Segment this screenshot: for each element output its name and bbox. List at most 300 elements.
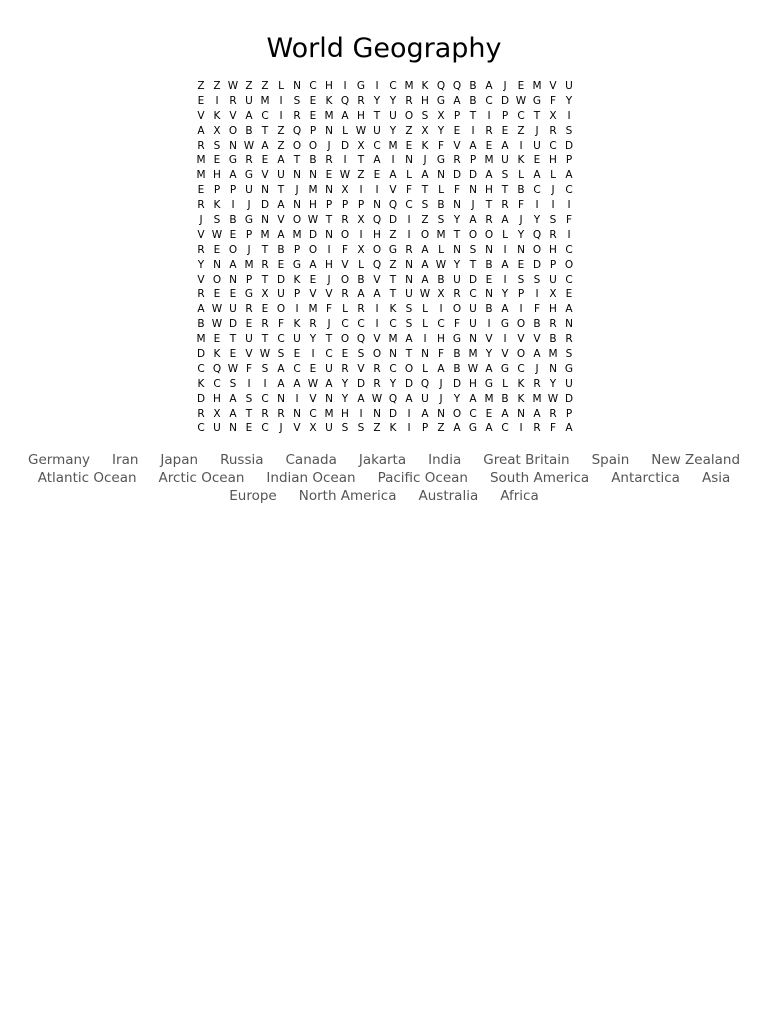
grid-letter[interactable]: O [340, 228, 350, 241]
grid-letter[interactable]: I [487, 109, 491, 122]
grid-letter[interactable]: L [502, 377, 508, 390]
grid-letter[interactable]: C [277, 333, 285, 346]
grid-letter[interactable]: Q [420, 377, 430, 390]
grid-letter[interactable]: V [341, 258, 349, 271]
grid-letter[interactable]: I [567, 109, 571, 122]
grid-letter[interactable]: I [519, 422, 523, 435]
grid-letter[interactable]: A [309, 258, 317, 271]
grid-letter[interactable]: X [549, 109, 557, 122]
grid-letter[interactable]: E [533, 154, 541, 167]
grid-letter[interactable]: I [551, 199, 555, 212]
grid-letter[interactable]: X [357, 214, 365, 227]
grid-letter[interactable]: I [343, 154, 347, 167]
grid-letter[interactable]: C [517, 362, 525, 375]
grid-letter[interactable]: I [503, 243, 507, 256]
grid-letter[interactable]: T [405, 348, 413, 361]
grid-letter[interactable]: V [373, 273, 381, 286]
grid-letter[interactable]: Q [452, 80, 462, 92]
grid-letter[interactable]: C [309, 80, 317, 92]
grid-letter[interactable]: Q [388, 199, 398, 212]
grid-letter[interactable]: R [533, 422, 541, 435]
grid-letter[interactable]: U [213, 422, 221, 435]
grid-letter[interactable]: A [421, 407, 429, 420]
grid-letter[interactable]: H [373, 228, 381, 241]
grid-letter[interactable]: M [532, 80, 542, 92]
grid-letter[interactable]: V [261, 169, 269, 182]
grid-letter[interactable]: I [247, 377, 251, 390]
grid-letter[interactable]: C [565, 273, 573, 286]
grid-letter[interactable]: N [229, 273, 237, 286]
grid-letter[interactable]: D [260, 199, 270, 212]
grid-letter[interactable]: U [469, 303, 477, 316]
grid-letter[interactable]: M [324, 407, 334, 420]
grid-letter[interactable]: K [213, 348, 221, 361]
grid-letter[interactable]: V [501, 348, 509, 361]
grid-letter[interactable]: N [437, 407, 445, 420]
grid-letter[interactable]: R [453, 288, 461, 301]
grid-letter[interactable]: A [277, 199, 285, 212]
grid-letter[interactable]: A [373, 154, 381, 167]
grid-letter[interactable]: R [373, 362, 381, 375]
grid-letter[interactable]: E [405, 139, 413, 152]
grid-letter[interactable]: E [213, 154, 221, 167]
grid-letter[interactable]: W [243, 139, 255, 152]
grid-letter[interactable]: N [229, 422, 237, 435]
grid-letter[interactable]: Z [517, 124, 525, 137]
grid-letter[interactable]: Z [245, 80, 253, 92]
grid-letter[interactable]: E [261, 303, 269, 316]
grid-letter[interactable]: O [452, 303, 462, 316]
grid-letter[interactable]: Q [372, 258, 382, 271]
grid-letter[interactable]: U [565, 80, 573, 92]
grid-letter[interactable]: B [469, 94, 477, 107]
grid-letter[interactable]: S [213, 139, 221, 152]
grid-letter[interactable]: T [261, 333, 269, 346]
grid-letter[interactable]: K [213, 109, 221, 122]
grid-letter[interactable]: G [356, 80, 366, 92]
grid-letter[interactable]: B [437, 199, 445, 212]
grid-letter[interactable]: O [420, 228, 430, 241]
grid-letter[interactable]: I [519, 139, 523, 152]
grid-letter[interactable]: N [293, 169, 301, 182]
grid-letter[interactable]: R [293, 109, 301, 122]
grid-letter[interactable]: O [468, 228, 478, 241]
grid-letter[interactable]: B [501, 392, 509, 405]
grid-letter[interactable]: V [309, 288, 317, 301]
grid-letter[interactable]: V [517, 333, 525, 346]
grid-letter[interactable]: B [517, 184, 525, 197]
grid-letter[interactable]: E [309, 109, 317, 122]
grid-letter[interactable]: M [260, 94, 270, 107]
grid-letter[interactable]: T [373, 109, 381, 122]
grid-letter[interactable]: Y [309, 333, 317, 346]
grid-letter[interactable]: W [307, 214, 319, 227]
grid-letter[interactable]: T [421, 184, 429, 197]
grid-letter[interactable]: N [373, 199, 381, 212]
grid-letter[interactable]: Z [437, 422, 445, 435]
grid-letter[interactable]: A [533, 169, 541, 182]
grid-letter[interactable]: D [388, 214, 398, 227]
grid-letter[interactable]: A [261, 139, 269, 152]
grid-letter[interactable]: Z [421, 214, 429, 227]
grid-letter[interactable]: B [469, 80, 477, 92]
grid-letter[interactable]: R [405, 94, 413, 107]
grid-letter[interactable]: I [423, 333, 427, 346]
grid-letter[interactable]: S [469, 243, 477, 256]
grid-letter[interactable]: N [293, 407, 301, 420]
grid-letter[interactable]: A [229, 258, 237, 271]
grid-letter[interactable]: W [547, 392, 559, 405]
grid-letter[interactable]: N [469, 333, 477, 346]
grid-letter[interactable]: T [261, 124, 269, 137]
grid-letter[interactable]: R [197, 288, 205, 301]
grid-letter[interactable]: T [533, 109, 541, 122]
grid-letter[interactable]: D [564, 392, 574, 405]
grid-letter[interactable]: T [389, 288, 397, 301]
grid-letter[interactable]: I [343, 80, 347, 92]
grid-letter[interactable]: F [405, 184, 413, 197]
grid-letter[interactable]: S [421, 109, 429, 122]
grid-letter[interactable]: T [469, 109, 477, 122]
grid-letter[interactable]: F [453, 184, 461, 197]
grid-letter[interactable]: R [229, 94, 237, 107]
grid-letter[interactable]: S [421, 199, 429, 212]
grid-letter[interactable]: C [517, 109, 525, 122]
grid-letter[interactable]: U [277, 288, 285, 301]
grid-letter[interactable]: J [519, 214, 523, 227]
grid-letter[interactable]: V [357, 362, 365, 375]
grid-letter[interactable]: V [533, 333, 541, 346]
grid-letter[interactable]: C [293, 362, 301, 375]
grid-letter[interactable]: C [213, 377, 221, 390]
grid-letter[interactable]: Z [373, 422, 381, 435]
grid-letter[interactable]: T [325, 214, 333, 227]
grid-letter[interactable]: G [500, 318, 510, 331]
grid-letter[interactable]: J [551, 184, 555, 197]
grid-letter[interactable]: A [389, 169, 397, 182]
grid-letter[interactable]: N [325, 184, 333, 197]
grid-letter[interactable]: V [389, 184, 397, 197]
grid-letter[interactable]: I [407, 407, 411, 420]
grid-letter[interactable]: O [516, 348, 526, 361]
grid-letter[interactable]: N [309, 169, 317, 182]
grid-letter[interactable]: U [277, 169, 285, 182]
grid-letter[interactable]: D [468, 169, 478, 182]
grid-letter[interactable]: M [196, 333, 206, 346]
grid-letter[interactable]: T [229, 333, 237, 346]
grid-letter[interactable]: V [245, 348, 253, 361]
grid-letter[interactable]: A [229, 407, 237, 420]
grid-letter[interactable]: R [501, 199, 509, 212]
grid-letter[interactable]: T [357, 154, 365, 167]
grid-letter[interactable]: E [517, 80, 525, 92]
grid-letter[interactable]: N [277, 392, 285, 405]
grid-letter[interactable]: N [437, 169, 445, 182]
grid-letter[interactable]: I [471, 124, 475, 137]
grid-letter[interactable]: I [535, 199, 539, 212]
grid-letter[interactable]: I [567, 199, 571, 212]
grid-letter[interactable]: Z [277, 139, 285, 152]
grid-letter[interactable]: D [356, 377, 366, 390]
grid-letter[interactable]: P [565, 154, 573, 167]
grid-letter[interactable]: D [500, 94, 510, 107]
grid-letter[interactable]: S [565, 348, 573, 361]
grid-letter[interactable]: M [308, 303, 318, 316]
grid-letter[interactable]: R [549, 228, 557, 241]
grid-letter[interactable]: M [484, 392, 494, 405]
grid-letter[interactable]: E [261, 154, 269, 167]
grid-letter[interactable]: C [261, 422, 269, 435]
grid-letter[interactable]: T [469, 258, 477, 271]
grid-letter[interactable]: W [339, 169, 351, 182]
grid-letter[interactable]: X [309, 422, 317, 435]
grid-letter[interactable]: D [196, 392, 206, 405]
grid-letter[interactable]: R [405, 243, 413, 256]
grid-letter[interactable]: N [453, 243, 461, 256]
grid-letter[interactable]: U [325, 362, 333, 375]
grid-letter[interactable]: L [406, 169, 412, 182]
grid-letter[interactable]: I [279, 109, 283, 122]
grid-letter[interactable]: N [517, 243, 525, 256]
grid-letter[interactable]: W [227, 80, 239, 92]
grid-letter[interactable]: T [245, 407, 253, 420]
grid-letter[interactable]: J [327, 318, 331, 331]
grid-letter[interactable]: T [293, 154, 301, 167]
grid-letter[interactable]: F [245, 362, 253, 375]
grid-letter[interactable]: C [357, 318, 365, 331]
grid-letter[interactable]: X [549, 288, 557, 301]
grid-letter[interactable]: B [197, 318, 205, 331]
grid-letter[interactable]: F [549, 422, 557, 435]
grid-letter[interactable]: L [422, 303, 428, 316]
grid-letter[interactable]: W [515, 94, 527, 107]
grid-letter[interactable]: O [340, 273, 350, 286]
grid-letter[interactable]: Y [341, 392, 349, 405]
grid-letter[interactable]: S [357, 422, 365, 435]
grid-letter[interactable]: V [197, 273, 205, 286]
grid-letter[interactable]: E [213, 243, 221, 256]
grid-letter[interactable]: J [439, 392, 443, 405]
grid-letter[interactable]: O [452, 407, 462, 420]
grid-letter[interactable]: E [277, 258, 285, 271]
grid-letter[interactable]: M [292, 228, 302, 241]
grid-letter[interactable]: B [485, 258, 493, 271]
grid-letter[interactable]: D [452, 169, 462, 182]
grid-letter[interactable]: N [565, 318, 573, 331]
grid-letter[interactable]: L [342, 124, 348, 137]
grid-letter[interactable]: Y [533, 214, 541, 227]
grid-letter[interactable]: B [533, 318, 541, 331]
grid-letter[interactable]: R [341, 362, 349, 375]
grid-letter[interactable]: P [293, 288, 301, 301]
grid-letter[interactable]: J [535, 362, 539, 375]
grid-letter[interactable]: I [503, 273, 507, 286]
grid-letter[interactable]: A [197, 124, 205, 137]
grid-letter[interactable]: A [421, 258, 429, 271]
grid-letter[interactable]: O [484, 228, 494, 241]
grid-letter[interactable]: Z [261, 80, 269, 92]
grid-letter[interactable]: S [565, 124, 573, 137]
grid-letter[interactable]: H [325, 80, 333, 92]
grid-letter[interactable]: A [533, 407, 541, 420]
grid-letter[interactable]: R [533, 377, 541, 390]
grid-letter[interactable]: K [421, 139, 429, 152]
grid-letter[interactable]: C [533, 184, 541, 197]
grid-letter[interactable]: K [325, 94, 333, 107]
grid-letter[interactable]: B [485, 303, 493, 316]
grid-letter[interactable]: O [292, 214, 302, 227]
grid-letter[interactable]: R [373, 377, 381, 390]
grid-letter[interactable]: B [229, 214, 237, 227]
grid-letter[interactable]: M [532, 392, 542, 405]
grid-letter[interactable]: Q [292, 124, 302, 137]
grid-letter[interactable]: I [375, 318, 379, 331]
grid-letter[interactable]: G [436, 154, 446, 167]
grid-letter[interactable]: X [213, 407, 221, 420]
grid-letter[interactable]: A [501, 407, 509, 420]
grid-letter[interactable]: U [229, 303, 237, 316]
grid-letter[interactable]: W [227, 362, 239, 375]
grid-letter[interactable]: X [437, 288, 445, 301]
grid-letter[interactable]: I [487, 318, 491, 331]
grid-letter[interactable]: N [325, 124, 333, 137]
grid-letter[interactable]: Z [389, 228, 397, 241]
grid-letter[interactable]: V [309, 392, 317, 405]
grid-letter[interactable]: K [421, 80, 429, 92]
grid-letter[interactable]: R [197, 407, 205, 420]
grid-letter[interactable]: R [565, 333, 573, 346]
grid-letter[interactable]: V [293, 422, 301, 435]
grid-letter[interactable]: L [358, 258, 364, 271]
grid-letter[interactable]: M [468, 348, 478, 361]
grid-letter[interactable]: E [325, 169, 333, 182]
grid-letter[interactable]: F [325, 303, 333, 316]
grid-letter[interactable]: J [535, 124, 539, 137]
grid-letter[interactable]: C [469, 407, 477, 420]
grid-letter[interactable]: E [293, 348, 301, 361]
grid-letter[interactable]: A [469, 392, 477, 405]
grid-letter[interactable]: E [245, 318, 253, 331]
grid-letter[interactable]: J [503, 80, 507, 92]
grid-letter[interactable]: I [407, 228, 411, 241]
grid-letter[interactable]: W [307, 377, 319, 390]
grid-letter[interactable]: Y [197, 258, 205, 271]
grid-letter[interactable]: R [277, 407, 285, 420]
grid-letter[interactable]: O [372, 243, 382, 256]
grid-letter[interactable]: L [502, 228, 508, 241]
grid-letter[interactable]: J [439, 377, 443, 390]
grid-letter[interactable]: J [199, 214, 203, 227]
grid-letter[interactable]: E [565, 288, 573, 301]
grid-letter[interactable]: T [261, 273, 269, 286]
grid-letter[interactable]: G [532, 94, 542, 107]
grid-letter[interactable]: S [293, 94, 301, 107]
grid-letter[interactable]: I [327, 243, 331, 256]
grid-letter[interactable]: O [308, 243, 318, 256]
grid-letter[interactable]: H [357, 109, 365, 122]
grid-letter[interactable]: P [501, 109, 509, 122]
grid-letter[interactable]: O [404, 109, 414, 122]
grid-letter[interactable]: P [293, 243, 301, 256]
grid-letter[interactable]: K [213, 199, 221, 212]
grid-letter[interactable]: M [196, 169, 206, 182]
grid-letter[interactable]: H [421, 94, 429, 107]
grid-letter[interactable]: F [341, 243, 349, 256]
grid-letter[interactable]: N [405, 258, 413, 271]
grid-letter[interactable]: Z [197, 80, 205, 92]
grid-letter[interactable]: P [245, 273, 253, 286]
grid-letter[interactable]: E [485, 139, 493, 152]
grid-letter[interactable]: E [341, 348, 349, 361]
grid-letter[interactable]: C [501, 422, 509, 435]
grid-letter[interactable]: M [404, 80, 414, 92]
grid-letter[interactable]: A [245, 109, 253, 122]
grid-letter[interactable]: S [357, 348, 365, 361]
grid-letter[interactable]: C [197, 422, 205, 435]
grid-letter[interactable]: K [293, 273, 301, 286]
grid-letter[interactable]: C [565, 184, 573, 197]
grid-letter[interactable]: A [277, 377, 285, 390]
grid-letter[interactable]: I [359, 228, 363, 241]
grid-letter[interactable]: S [261, 362, 269, 375]
grid-letter[interactable]: J [247, 243, 251, 256]
grid-letter[interactable]: S [277, 348, 285, 361]
grid-letter[interactable]: O [228, 243, 238, 256]
grid-letter[interactable]: B [453, 362, 461, 375]
grid-letter[interactable]: R [325, 154, 333, 167]
grid-letter[interactable]: A [357, 288, 365, 301]
grid-letter[interactable]: U [293, 333, 301, 346]
grid-letter[interactable]: G [228, 154, 238, 167]
grid-letter[interactable]: D [308, 228, 318, 241]
grid-letter[interactable]: Z [357, 169, 365, 182]
grid-letter[interactable]: A [229, 392, 237, 405]
grid-letter[interactable]: Y [565, 94, 573, 107]
grid-letter[interactable]: B [309, 154, 317, 167]
grid-letter[interactable]: H [325, 258, 333, 271]
grid-letter[interactable]: C [197, 362, 205, 375]
grid-letter[interactable]: A [421, 169, 429, 182]
grid-letter[interactable]: R [341, 288, 349, 301]
grid-letter[interactable]: T [453, 228, 461, 241]
grid-letter[interactable]: Z [405, 124, 413, 137]
grid-letter[interactable]: B [277, 243, 285, 256]
grid-letter[interactable]: N [469, 184, 477, 197]
grid-letter[interactable]: U [373, 124, 381, 137]
grid-letter[interactable]: J [471, 199, 475, 212]
grid-letter[interactable]: P [421, 422, 429, 435]
grid-letter[interactable]: C [261, 392, 269, 405]
grid-letter[interactable]: K [389, 303, 397, 316]
grid-letter[interactable]: A [357, 392, 365, 405]
grid-letter[interactable]: O [516, 318, 526, 331]
grid-letter[interactable]: T [277, 184, 285, 197]
grid-letter[interactable]: J [279, 422, 283, 435]
grid-letter[interactable]: Q [436, 80, 446, 92]
grid-letter[interactable]: J [327, 139, 331, 152]
grid-letter[interactable]: F [437, 348, 445, 361]
grid-letter[interactable]: P [325, 199, 333, 212]
grid-letter[interactable]: H [213, 392, 221, 405]
grid-letter[interactable]: F [517, 199, 525, 212]
grid-letter[interactable]: A [453, 94, 461, 107]
grid-letter[interactable]: U [325, 422, 333, 435]
grid-letter[interactable]: K [389, 422, 397, 435]
grid-letter[interactable]: M [260, 228, 270, 241]
grid-letter[interactable]: R [197, 199, 205, 212]
grid-letter[interactable]: M [244, 258, 254, 271]
grid-letter[interactable]: A [501, 303, 509, 316]
